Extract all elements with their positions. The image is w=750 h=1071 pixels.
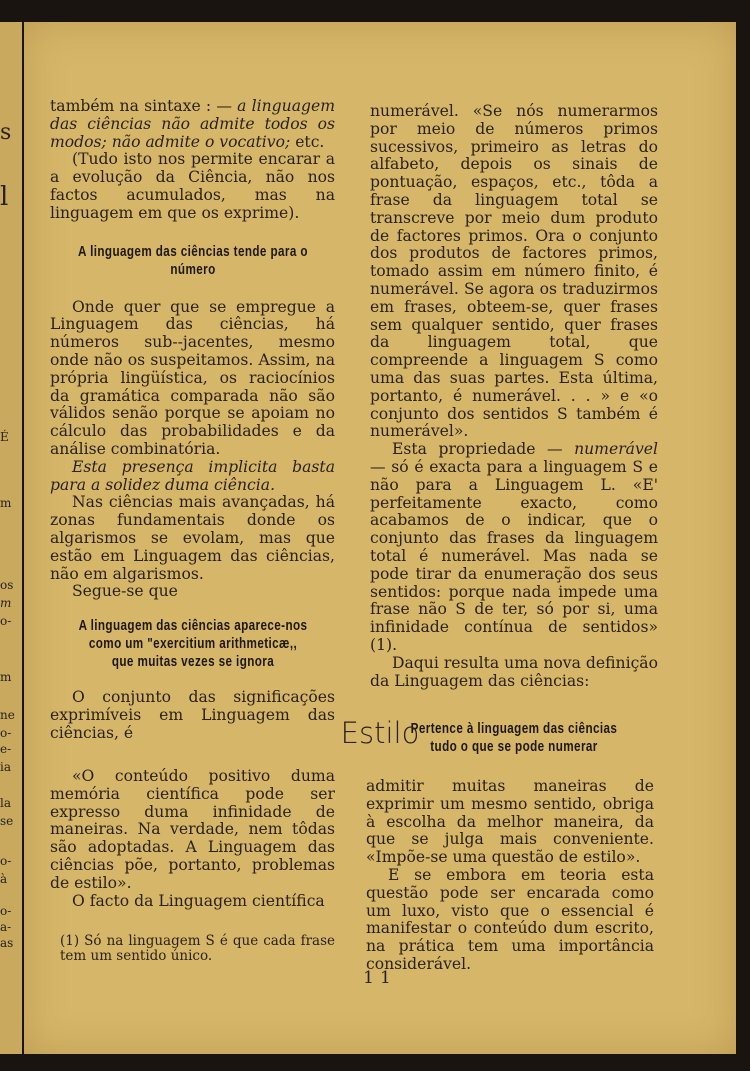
book-page (24, 22, 736, 1054)
paragraph: Daqui resulta uma nova definição da Linguagem das ciências: (370, 653, 658, 690)
paragraph: Segue-se que (72, 582, 178, 601)
section-heading (18, 617, 368, 671)
margin-fragment: e- (0, 742, 12, 756)
margin-fragment: à (0, 872, 8, 886)
section-heading: A linguagem das ciências tende para o número (78, 242, 308, 278)
margin-fragment: o- (0, 726, 12, 740)
margin-fragment: ne (0, 708, 15, 722)
margin-fragment: m (0, 670, 12, 684)
heading-line: A linguagem das ciências aparece-nos (78, 617, 308, 635)
margin-fragment: m (0, 496, 12, 510)
section-title: Estilo (340, 716, 420, 750)
paragraph: admitir muitas maneiras de exprimir um mesmo sentido, obriga à escolha da melhor maneira, da que se julga mais conveniente. «Impõe-se uma questão de estilo». (366, 777, 654, 867)
margin-fragment: la (0, 796, 11, 810)
paragraph: E se embora em teoria esta questão pode ser encarada como um luxo, visto que o essencial é manifestar o conteúdo dum escrito, na prática tem uma importância considerável. (366, 865, 654, 973)
paragraph: O conjunto das significações exprimíveis em Linguagem das ciências, é (50, 688, 335, 742)
margin-fragment: as (0, 936, 14, 950)
paragraph: também na sintaxe : — a linguagem das ciências não admite todos os modos; não admite o vocativo; etc. (50, 97, 335, 151)
top-left-column (50, 98, 335, 743)
paragraph: numerável. «Se nós numerarmos por meio de números primos sucessivos, primeiro as letras do alfabeto, depois os sinais de pontuação, espaços, etc., tôda a frase da linguagem total se transcreve por meio dum produto de factores primos. Ora o conjunto dos produtos de factores primos, tomado assim em número finito, é numerável. Se agora os traduzirmos em frases, obteem-se, quer frases sem qualquer sentido, quer frases da linguagem total, que compreende a linguagem S como uma das suas partes. Esta última, portanto, é numerável. . . » e «o conjunto dos sentidos S também é numerável». (370, 102, 658, 441)
top-right-column (370, 103, 658, 756)
paragraph: (Tudo isto nos permite encarar a a evolução da Ciência, não nos factos acumulados, mas na linguagem em que os exprime). (50, 150, 335, 222)
heading-line: Pertence à linguagem das ciências (410, 720, 618, 738)
paragraph: Nas ciências mais avançadas, há zonas fundamentais donde os algarismos se evolam, mas que estão em Linguagem das ciências, não em algarismos. (50, 493, 335, 583)
heading-line: tudo o que se pode numerar (430, 738, 598, 756)
paragraph: Esta propriedade — numerável — só é exacta para a linguagem S e não para a Linguagem L. «E' perfeitamente exacto, como acabamos de o indicar, que o conjunto das frases da linguagem total é numerável. Mas nada se pode tirar da enumeração dos seus sentidos: porque nada impede uma frase não S de ter, só por si, uma infinidade contínua de sentidos» (1). (370, 440, 658, 654)
heading-line: que muitas vezes se ignora (111, 653, 275, 671)
bottom-right-column (366, 778, 654, 974)
paragraph: «O conteúdo positivo duma memória científica pode ser expresso duma infinidade de maneiras. Na verdade, nem tôdas são adoptadas. A Linguagem das ciências põe, portanto, problemas de estilo». (50, 767, 335, 892)
margin-fragment: a- (0, 920, 12, 934)
margin-fragment: o- (0, 854, 12, 868)
bottom-left-column (50, 768, 335, 964)
margin-fragment: se (0, 814, 14, 828)
margin-fragment: É (0, 430, 9, 444)
footnote: (1) Só na linguagem S é que cada frase tem um sentido único. (60, 933, 335, 965)
previous-page-margin (0, 22, 22, 1054)
heading-line: como um "exercitium arithmeticæ,, (88, 635, 298, 653)
paragraph: Esta presença implicita basta para a solidez duma ciência. (50, 457, 335, 494)
margin-fragment: l (0, 182, 9, 212)
paragraph: O facto da Linguagem científica (72, 891, 325, 910)
margin-fragment: ia (0, 760, 11, 774)
margin-fragment: o- (0, 614, 12, 628)
paragraph: Onde quer que se empregue a Linguagem das ciências, há números sub--jacentes, mesmo onde não os suspeitamos. Assim, na própria lingüística, os raciocínios da gramática comparada não são válidos senão porque se apoiam no cálculo das probabilidades e da análise combinatória. (50, 297, 335, 458)
margin-fragment: m (0, 596, 12, 610)
margin-fragment: s (0, 120, 12, 145)
margin-fragment: os (0, 578, 14, 592)
margin-fragment: o- (0, 904, 12, 918)
page-number: 11 (363, 968, 397, 988)
